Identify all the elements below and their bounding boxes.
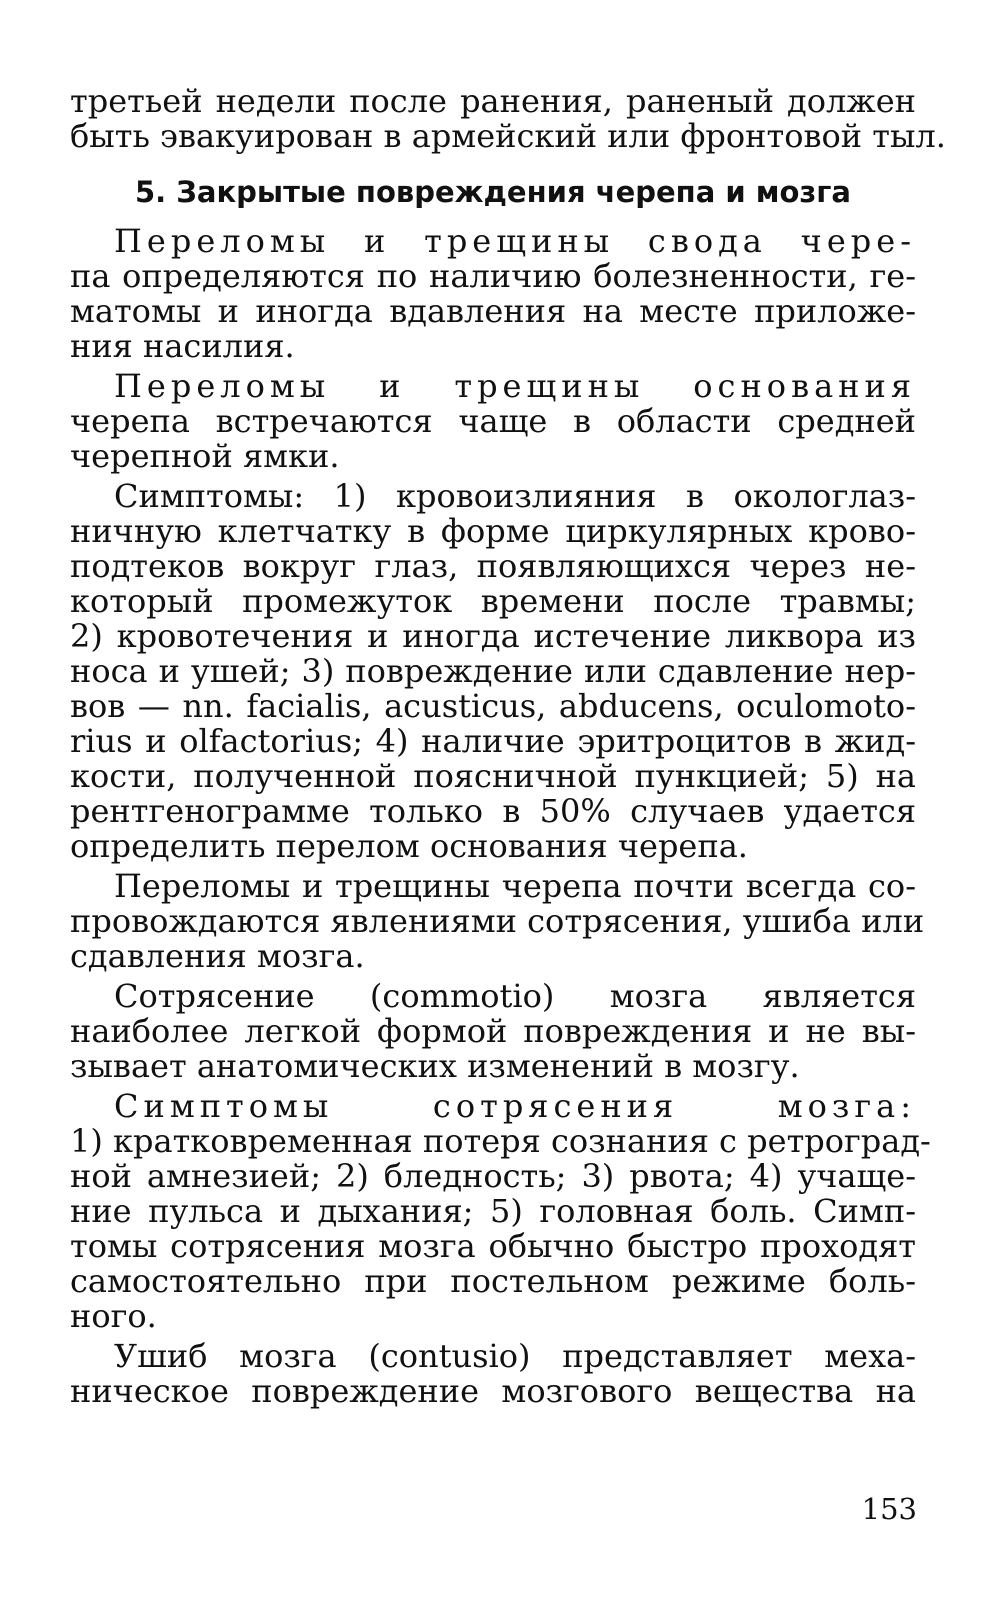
text-line: самостоятельно при постельном режиме боль- <box>70 1262 916 1300</box>
text-line: Симптомы: 1) кровоизлияния в окологлаз- <box>114 477 916 515</box>
text-line: ной амнезией; 2) бледность; 3) рвота; 4) учаще- <box>70 1157 916 1195</box>
text-line: ного. <box>70 1297 157 1335</box>
text-line: определить перелом основания черепа. <box>70 827 748 865</box>
text-line: наиболее легкой формой повреждения и не вы- <box>70 1012 916 1050</box>
text-line: черепной ямки. <box>70 437 340 475</box>
paragraph-concussion-symptoms <box>70 1087 931 1335</box>
text-line: кости, полученной поясничной пункцией; 5) на <box>70 757 916 795</box>
text-line: Переломы и трещины черепа почти всегда со- <box>114 867 916 905</box>
text-line: черепа встречаются чаще в области средней <box>70 402 916 440</box>
text-line: рентгенограмме только в 50% случаев удается <box>70 792 916 830</box>
text-line: 1) кратковременная потеря сознания с ретроград- <box>70 1122 931 1160</box>
text-line: ние пульса и дыхания; 5) головная боль. Симп- <box>70 1192 916 1230</box>
paragraph-contusio <box>70 1339 916 1409</box>
text-line: томы сотрясения мозга обычно быстро проходят <box>70 1227 916 1265</box>
text-line: Сотрясение (commotio) мозга является <box>114 977 916 1015</box>
text-line: вов — nn. facialis, acusticus, abducens, oculomoto- <box>70 687 916 725</box>
section-heading: 5. Закрытые повреждения черепа и мозга <box>134 175 851 209</box>
text-line: матомы и иногда вдавления на месте приложе- <box>70 292 916 330</box>
text-line: ничную клетчатку в форме циркулярных крово- <box>70 512 916 550</box>
intro-paragraph <box>70 82 946 155</box>
paragraph-commotio <box>70 979 916 1084</box>
text-line: rius и olfactorius; 4) наличие эритроцитов в жид- <box>70 722 916 760</box>
paragraph-symptoms <box>70 479 916 864</box>
text-line: подтеков вокруг глаз, появляющихся через не- <box>70 547 916 585</box>
text-line: третьей недели после ранения, раненый должен <box>70 82 916 120</box>
text-line: ния насилия. <box>70 327 295 365</box>
paragraph-vault-fractures <box>70 224 916 364</box>
text-line: сдавления мозга. <box>70 937 365 975</box>
text-line: Переломы и трещины свода чере- <box>114 222 916 260</box>
text-line: Ушиб мозга (contusio) представляет меха- <box>114 1337 916 1375</box>
page-number: 153 <box>861 1492 917 1526</box>
paragraph-base-fractures <box>70 369 916 474</box>
paragraph-concussion-accompaniment <box>70 867 925 975</box>
text-line: который промежуток времени после травмы; <box>70 582 916 620</box>
text-line: зывает анатомических изменений в мозгу. <box>70 1047 800 1085</box>
text-line: 2) кровотечения и иногда истечение ликвора из <box>70 617 916 655</box>
text-line: быть эвакуирован в армейский или фронтовой тыл. <box>70 117 946 155</box>
text-line: Симптомы сотрясения мозга: <box>114 1087 916 1125</box>
text-line: Переломы и трещины основания <box>114 367 916 405</box>
page-body <box>70 82 946 1414</box>
text-line: ническое повреждение мозгового вещества на <box>70 1372 916 1410</box>
text-line: провождаются явлениями сотрясения, ушиба или <box>70 902 925 940</box>
text-line: носа и ушей; 3) повреждение или сдавление нер- <box>70 652 916 690</box>
text-line: па определяются по наличию болезненности, ге- <box>70 257 916 295</box>
